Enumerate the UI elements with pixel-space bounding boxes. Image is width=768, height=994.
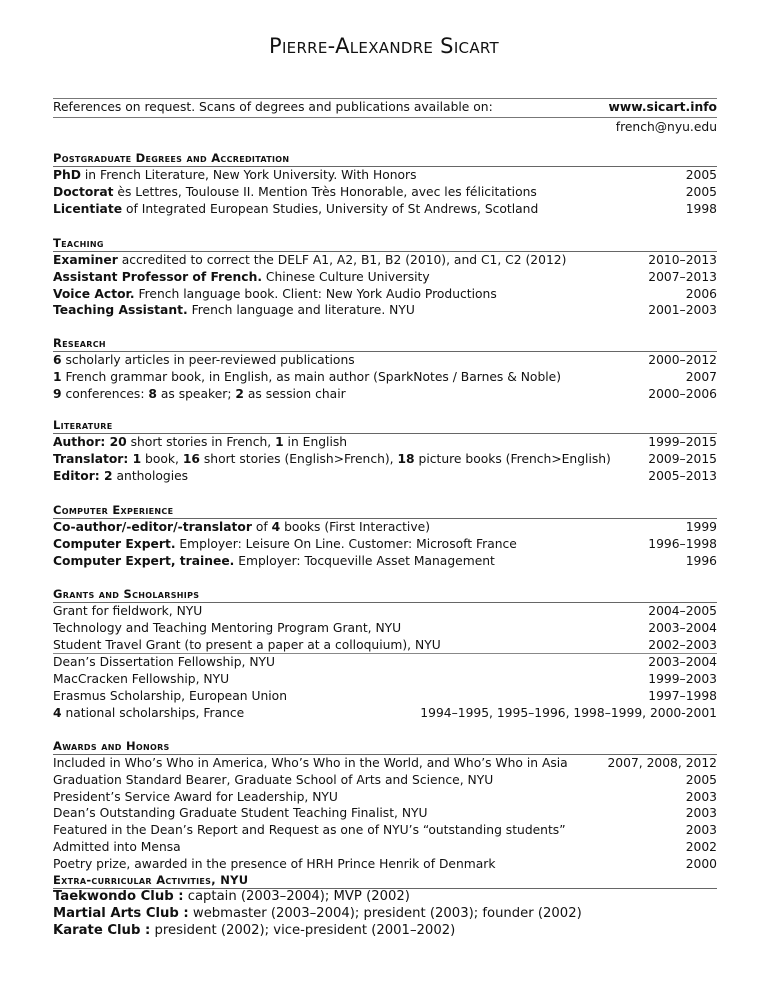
item-text: of <box>251 520 272 534</box>
item-text: Graduation Standard Bearer, Graduate School of Arts and Science, NYU <box>53 772 494 787</box>
item-date: 1997–1998 <box>648 688 717 703</box>
item-date: 2007–2013 <box>648 269 717 284</box>
item-description <box>53 637 441 654</box>
item-description <box>53 352 355 369</box>
item-description <box>53 286 497 303</box>
item-description <box>53 856 495 873</box>
list-item <box>53 252 717 269</box>
item-description <box>53 252 566 269</box>
item-emphasis: 1 <box>53 369 62 384</box>
item-emphasis: 9 <box>53 386 62 401</box>
item-date: 2005 <box>685 772 717 787</box>
list-item <box>53 856 717 873</box>
list-item <box>53 553 717 570</box>
item-date: 1999 <box>685 520 717 534</box>
section-heading: Computer Experience <box>53 502 717 519</box>
item-text: in French Literature, New York University. With Honors <box>80 168 417 182</box>
list-item <box>53 269 717 286</box>
item-emphasis: 6 <box>53 353 62 367</box>
item-description <box>53 789 338 806</box>
item-text: of Integrated European Studies, University of St Andrews, Scotland <box>122 201 539 216</box>
item-description <box>53 536 517 553</box>
item-description <box>53 839 181 856</box>
item-text: Employer: Leisure On Line. Customer: Microsoft France <box>175 536 517 551</box>
item-description <box>53 553 495 570</box>
item-text: as session chair <box>243 386 346 401</box>
item-date: 1999–2003 <box>648 672 717 687</box>
list-item <box>53 451 717 468</box>
list-item <box>53 688 717 705</box>
item-text: President’s Service Award for Leadership, NYU <box>53 789 338 804</box>
item-text: short stories (English>French), <box>199 451 398 466</box>
item-description <box>53 434 347 451</box>
item-description <box>53 468 188 485</box>
item-description <box>53 386 346 403</box>
item-text: webmaster (2003–2004); president (2003); founder (2002) <box>188 905 582 921</box>
item-date: 2000–2012 <box>648 353 717 367</box>
item-description <box>53 705 244 722</box>
item-text: Included in Who’s Who in America, Who’s Who in the World, and Who’s Who in Asia <box>53 756 568 770</box>
item-date: 2007, 2008, 2012 <box>607 756 717 770</box>
item-emphasis: Computer Expert, trainee. <box>53 553 235 568</box>
list-item <box>53 620 717 637</box>
item-text: Featured in the Dean’s Report and Request as one of NYU’s “outstanding students” <box>53 823 566 838</box>
section-heading: Research <box>53 335 717 352</box>
item-date: 2001–2003 <box>648 303 717 318</box>
list-item <box>53 839 717 856</box>
item-text: French grammar book, in English, as main author (SparkNotes / Barnes & Noble) <box>61 369 562 384</box>
item-date: 2005 <box>685 168 717 182</box>
section-heading: Extra-curricular Activities, NYU <box>53 872 717 889</box>
item-emphasis: Author: 20 <box>53 435 127 449</box>
list-item <box>53 302 717 319</box>
item-date: 2005 <box>685 184 717 199</box>
list-item <box>53 889 717 906</box>
list-item <box>53 201 717 218</box>
divider <box>53 117 717 118</box>
item-emphasis: Voice Actor. <box>53 286 135 301</box>
item-text: in English <box>283 435 348 449</box>
item-date: 2007 <box>685 369 717 384</box>
item-emphasis: Doctorat <box>53 184 114 199</box>
item-description <box>53 923 455 940</box>
cv-section <box>53 872 717 939</box>
item-date: 1994–1995, 1995–1996, 1998–1999, 2000-2001 <box>420 705 717 720</box>
list-item <box>53 536 717 553</box>
item-text: Student Travel Grant (to present a paper at a colloquium), NYU <box>53 637 441 652</box>
item-text: Erasmus Scholarship, European Union <box>53 688 287 703</box>
item-description <box>53 451 611 468</box>
item-text: Poetry prize, awarded in the presence of HRH Prince Henrik of Denmark <box>53 856 496 871</box>
item-emphasis: Examiner <box>53 253 118 267</box>
item-emphasis: Taekwondo Club : <box>53 889 184 904</box>
references-line <box>53 100 717 114</box>
item-date: 2003–2004 <box>648 620 717 635</box>
item-date: 2005–2013 <box>648 468 717 483</box>
list-item <box>53 789 717 806</box>
list-item <box>53 286 717 303</box>
cv-section <box>53 417 717 484</box>
item-text: captain (2003–2004); MVP (2002) <box>183 889 410 904</box>
item-emphasis: 18 <box>397 451 415 466</box>
item-description <box>53 688 287 705</box>
section-heading: Literature <box>53 417 717 434</box>
item-text: anthologies <box>112 468 189 483</box>
website-link[interactable]: www.sicart.info <box>608 100 717 114</box>
item-text: short stories in French, <box>126 435 276 449</box>
list-item <box>53 167 717 184</box>
item-text: books (First Interactive) <box>280 520 430 534</box>
cv-section <box>53 150 717 217</box>
item-description <box>53 889 410 906</box>
list-item <box>53 671 717 688</box>
item-text: Dean’s Outstanding Graduate Student Teaching Finalist, NYU <box>53 806 428 821</box>
item-text: Employer: Tocqueville Asset Management <box>234 553 495 568</box>
item-description <box>53 671 229 688</box>
item-text: picture books (French>English) <box>414 451 611 466</box>
item-emphasis: Assistant Professor of French. <box>53 269 262 284</box>
item-description <box>53 772 493 789</box>
item-emphasis: 4 <box>53 705 62 720</box>
references-text: References on request. Scans of degrees and publications available on: <box>53 100 493 114</box>
item-emphasis: 1 <box>275 435 284 449</box>
section-heading: Postgraduate Degrees and Accreditation <box>53 150 717 167</box>
section-heading: Grants and Scholarships <box>53 586 717 603</box>
list-item <box>53 519 717 536</box>
item-emphasis: 2 <box>235 386 244 401</box>
section-heading: Awards and Honors <box>53 738 717 755</box>
item-date: 2006 <box>685 286 717 301</box>
email-link[interactable]: french@nyu.edu <box>615 120 717 134</box>
list-item <box>53 637 717 654</box>
item-emphasis: Teaching Assistant. <box>53 303 188 318</box>
item-emphasis: 8 <box>148 386 157 401</box>
item-text: MacCracken Fellowship, NYU <box>53 672 230 687</box>
list-item <box>53 434 717 451</box>
item-emphasis: Licentiate <box>53 201 123 216</box>
item-description <box>53 269 430 286</box>
item-description <box>53 603 202 620</box>
item-date: 1996 <box>685 553 717 568</box>
item-description <box>53 906 582 923</box>
item-text: book, <box>141 451 183 466</box>
item-date: 2003 <box>685 789 717 804</box>
item-description <box>53 201 538 218</box>
list-item <box>53 755 717 772</box>
item-text: French language and literature. NYU <box>187 303 415 318</box>
divider <box>53 98 717 99</box>
list-item <box>53 653 717 671</box>
item-description <box>53 620 401 637</box>
item-date: 2003–2004 <box>648 655 717 670</box>
item-emphasis: Karate Club : <box>53 922 151 938</box>
list-item <box>53 705 717 722</box>
item-text: president (2002); vice-president (2001–2002) <box>150 922 456 938</box>
cv-section <box>53 235 717 319</box>
item-emphasis: Martial Arts Club : <box>53 905 189 921</box>
item-description <box>53 302 415 319</box>
item-date: 2002–2003 <box>648 637 717 652</box>
list-item <box>53 772 717 789</box>
item-date: 2010–2013 <box>648 253 717 267</box>
item-emphasis: 16 <box>182 451 200 466</box>
item-date: 2004–2005 <box>648 604 717 618</box>
list-item <box>53 352 717 369</box>
item-description <box>53 805 428 822</box>
item-date: 2002 <box>685 839 717 854</box>
cv-name-title: Pierre-Alexandre Sicart <box>269 34 499 58</box>
item-emphasis: PhD <box>53 168 81 182</box>
item-text: French language book. Client: New York Audio Productions <box>134 286 497 301</box>
section-heading: Teaching <box>53 235 717 252</box>
cv-section <box>53 586 717 722</box>
list-item <box>53 468 717 485</box>
list-item <box>53 386 717 403</box>
list-item <box>53 369 717 386</box>
item-description <box>53 184 537 201</box>
item-description <box>53 519 430 536</box>
item-date: 1998 <box>685 201 717 216</box>
item-text: national scholarships, France <box>61 705 245 720</box>
item-description <box>53 822 566 839</box>
item-text: Admitted into Mensa <box>53 839 181 854</box>
item-text: Grant for fieldwork, NYU <box>53 604 203 618</box>
item-text: scholarly articles in peer-reviewed publications <box>61 353 355 367</box>
cv-section <box>53 738 717 873</box>
list-item <box>53 923 717 940</box>
cv-section <box>53 502 717 569</box>
list-item <box>53 603 717 620</box>
item-emphasis: Co-author/-editor/-translator <box>53 520 252 534</box>
item-date: 2003 <box>685 806 717 821</box>
item-date: 2009–2015 <box>648 451 717 466</box>
item-emphasis: Translator: 1 <box>53 451 142 466</box>
list-item <box>53 805 717 822</box>
item-description <box>53 654 275 671</box>
list-item <box>53 906 717 923</box>
item-text: ès Lettres, Toulouse II. Mention Très Honorable, avec les félicitations <box>113 184 537 199</box>
item-description <box>53 167 417 184</box>
item-text: as speaker; <box>156 386 236 401</box>
item-description <box>53 369 561 386</box>
item-text: Technology and Teaching Mentoring Program Grant, NYU <box>53 620 402 635</box>
item-emphasis: 4 <box>271 520 281 534</box>
item-emphasis: Computer Expert. <box>53 536 176 551</box>
item-date: 1996–1998 <box>648 536 717 551</box>
item-text: accredited to correct the DELF A1, A2, B1, B2 (2010), and C1, C2 (2012) <box>117 253 567 267</box>
item-date: 2000 <box>685 856 717 871</box>
item-date: 2003 <box>685 823 717 838</box>
item-text: Dean’s Dissertation Fellowship, NYU <box>53 655 276 670</box>
item-date: 2000–2006 <box>648 386 717 401</box>
item-date: 1999–2015 <box>648 435 717 449</box>
item-text: Chinese Culture University <box>262 269 430 284</box>
item-text: conferences: <box>61 386 149 401</box>
item-description <box>53 755 568 772</box>
cv-section <box>53 335 717 402</box>
list-item <box>53 184 717 201</box>
list-item <box>53 822 717 839</box>
item-emphasis: Editor: 2 <box>53 468 113 483</box>
